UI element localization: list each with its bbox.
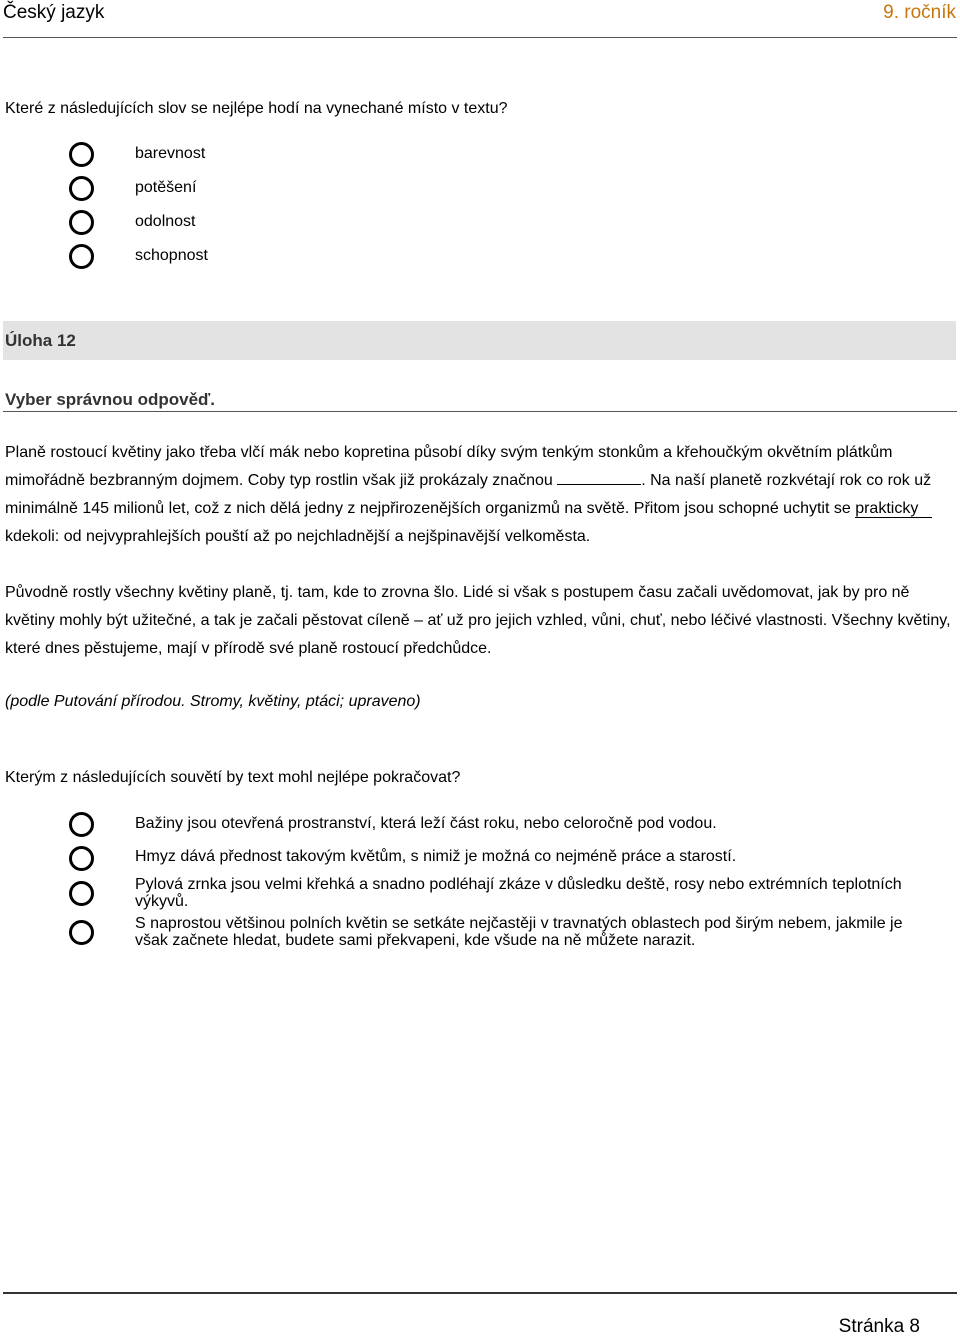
header-divider — [3, 37, 957, 38]
task-instruction: Vyber správnou odpověď. — [5, 390, 215, 409]
question2-option-3[interactable]: Pylová zrnka jsou velmi křehká a snadno podléhají zkáze v důsledku deště, rosy nebo extrémních teplotních výkyvů. — [135, 876, 902, 910]
question1-option-4[interactable]: schopnost — [135, 247, 208, 264]
question2-radio-4[interactable] — [69, 920, 94, 945]
article-text-c: kdekoli: od nejvyprahlejších pouští až po nejchladnější a nejšpinavější velkoměsta. — [5, 528, 591, 545]
question1-option-1[interactable]: barevnost — [135, 145, 206, 162]
task-title: Úloha 12 — [5, 331, 76, 350]
question1-radio-4[interactable] — [69, 244, 94, 269]
question1-radio-3[interactable] — [69, 210, 94, 235]
question1-option-2[interactable]: potěšení — [135, 179, 197, 196]
question1-prompt: Které z následujících slov se nejlépe hodí na vynechané místo v textu? — [5, 100, 508, 117]
question2-radio-2[interactable] — [69, 846, 94, 871]
article-paragraph-2: Původně rostly všechny květiny planě, tj. tam, kde to zrovna šlo. Lidé si však s postupem času začali uvědomovat, jak by pro ně květiny mohly být užitečné, a tak je začali pěstovat cíleně – ať už pro jejich vzhled, vůni, chuť, nebo léčivé vlastnosti. Všechny květiny, které dnes pěstujeme, mají v přírodě své planě rostoucí předchůdce. — [5, 584, 951, 657]
article-paragraph-1 — [5, 439, 957, 551]
question2-radio-1[interactable] — [69, 812, 94, 837]
footer-divider — [3, 1292, 957, 1294]
article-text-a: Planě rostoucí květiny jako třeba vlčí mák nebo kopretina působí díky svým tenkým stonkům a křehoučkým okvětním plátkům mimořádně bezbranným dojmem. Coby typ rostlin však již prokázaly značnou — [5, 444, 893, 489]
subject-title: Český jazyk — [3, 2, 105, 23]
question1-radio-1[interactable] — [69, 142, 94, 167]
underlined-word: prakticky — [855, 500, 932, 518]
question2-option-1[interactable]: Bažiny jsou otevřená prostranství, která leží část roku, nebo celoročně pod vodou. — [135, 815, 717, 832]
page-number: Stránka 8 — [838, 1316, 920, 1337]
question2-prompt: Kterým z následujících souvětí by text mohl nejlépe pokračovat? — [5, 769, 461, 786]
grade-label: 9. ročník — [883, 2, 956, 23]
question1-radio-2[interactable] — [69, 176, 94, 201]
question2-radio-3[interactable] — [69, 881, 94, 906]
question2-option-4[interactable]: S naprostou většinou polních květin se setkáte nejčastěji v travnatých oblastech pod širým nebem, jakmile je však začnete hledat, budete sami překvapeni, kde všude na ně můžete narazit. — [135, 915, 903, 949]
gap-blank — [557, 470, 641, 485]
question2-option-2[interactable]: Hmyz dává přednost takovým květům, s nimiž je možná co nejméně práce a starostí. — [135, 848, 737, 865]
task-band — [3, 321, 956, 360]
question1-option-3[interactable]: odolnost — [135, 213, 196, 230]
instruction-divider — [3, 411, 957, 412]
article-text-b: . Na naší planetě rozkvétají rok co rok už minimálně 145 milionů let, což z nich dělá jedny z nejpřirozenějších organizmů na světě. Přitom jsou schopné uchytit se — [5, 472, 932, 517]
article-source: (podle Putování přírodou. Stromy, květiny, ptáci; upraveno) — [5, 693, 421, 710]
